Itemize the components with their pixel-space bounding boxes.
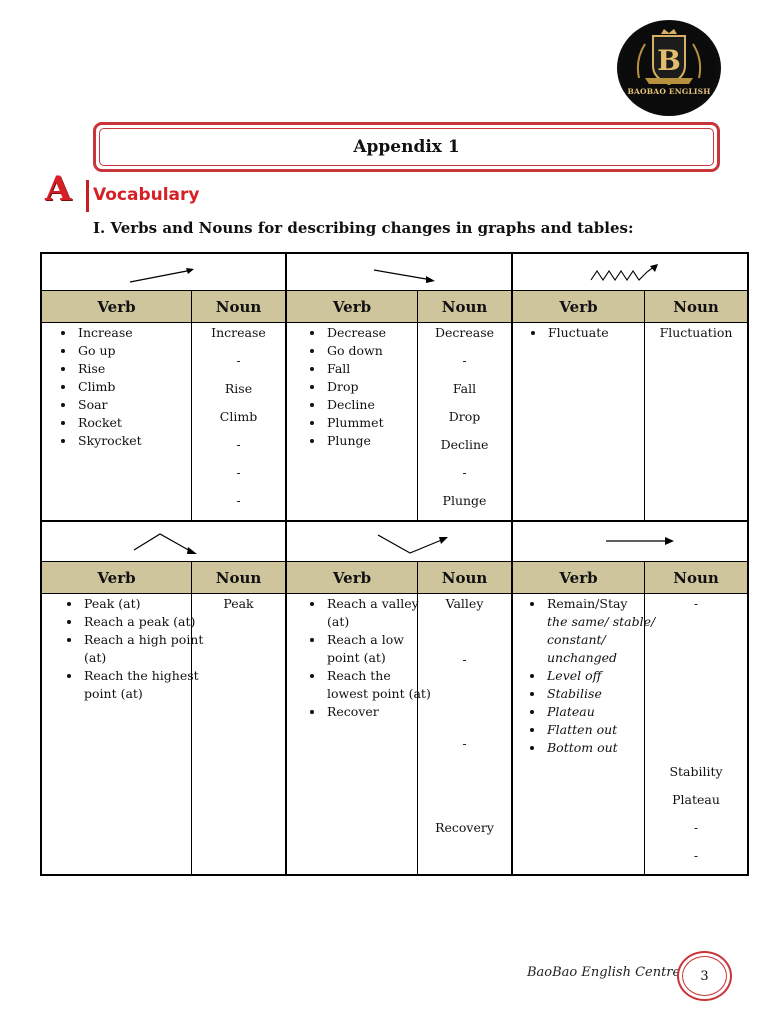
header-noun-5: Noun bbox=[441, 568, 488, 587]
verb-list-stable bbox=[523, 595, 663, 757]
list-item: • Skyrocket bbox=[76, 432, 196, 450]
noun-item: - bbox=[236, 437, 241, 452]
header-verb-6: Verb bbox=[559, 568, 598, 587]
list-item: • Flatten out bbox=[545, 721, 663, 739]
svg-text:B: B bbox=[657, 44, 681, 77]
header-noun-2: Noun bbox=[441, 297, 488, 316]
noun-item: Peak bbox=[223, 596, 254, 611]
header-verb-3: Verb bbox=[559, 297, 598, 316]
list-item: • Fall bbox=[325, 360, 435, 378]
logo-brand-text: BAOBAO ENGLISH bbox=[627, 87, 711, 96]
list-item: • Rise bbox=[76, 360, 196, 378]
noun-item: Stability bbox=[669, 764, 723, 779]
noun-item: Fluctuation bbox=[659, 325, 733, 340]
section-letter: A bbox=[45, 169, 72, 209]
noun-item: Plateau bbox=[672, 792, 720, 807]
flat-arrow-icon bbox=[602, 533, 682, 553]
list-item: • Climb bbox=[76, 378, 196, 396]
header-verb-1: Verb bbox=[97, 297, 136, 316]
list-item: • Peak (at) bbox=[82, 595, 207, 613]
list-item: • Decrease bbox=[325, 324, 435, 342]
noun-item: Climb bbox=[219, 409, 258, 424]
noun-list-stable bbox=[645, 596, 747, 876]
falling-arrow-icon bbox=[368, 262, 458, 290]
verb-list-fluctuate bbox=[526, 324, 656, 342]
list-item: • Reach a low point (at) bbox=[325, 631, 435, 667]
title-box bbox=[93, 122, 720, 172]
list-item: • Reach the lowest point (at) bbox=[325, 667, 435, 703]
verb-remain-complement: the same/ stable/ constant/ unchanged bbox=[547, 614, 656, 665]
noun-item: - bbox=[236, 465, 241, 480]
noun-item: Plunge bbox=[442, 493, 487, 508]
list-item: • Reach a high point (at) bbox=[82, 631, 207, 667]
noun-item: - bbox=[693, 820, 699, 835]
list-item: • Decline bbox=[325, 396, 435, 414]
noun-list-valley bbox=[418, 596, 511, 835]
page-title: Appendix 1 bbox=[99, 128, 714, 166]
footer-centre-name: BaoBao English Centre bbox=[527, 965, 681, 980]
noun-item: Increase bbox=[211, 325, 266, 340]
noun-item: - bbox=[236, 493, 241, 508]
verb-remain: Remain/Stay bbox=[547, 596, 628, 611]
list-item: • Reach the highest point (at) bbox=[82, 667, 207, 703]
rising-arrow-icon bbox=[122, 260, 212, 288]
noun-item: Drop bbox=[448, 409, 481, 424]
verb-list-increase bbox=[54, 324, 196, 450]
list-item: • Bottom out bbox=[545, 739, 663, 757]
header-noun-1: Noun bbox=[215, 297, 262, 316]
section-subheading: I. Verbs and Nouns for describing changes in graphs and tables: bbox=[93, 219, 634, 237]
list-item: • Drop bbox=[325, 378, 435, 396]
list-item: • Fluctuate bbox=[546, 324, 656, 342]
page-number: 3 bbox=[682, 956, 727, 996]
peak-arrow-icon bbox=[130, 528, 210, 558]
page-number-badge bbox=[677, 951, 732, 1001]
list-item: • Soar bbox=[76, 396, 196, 414]
header-verb-2: Verb bbox=[332, 297, 372, 316]
vocabulary-table bbox=[40, 252, 749, 876]
noun-list-decrease bbox=[418, 325, 511, 521]
noun-item: Valley bbox=[445, 596, 484, 611]
verb-list-peak bbox=[60, 595, 207, 703]
noun-item: - bbox=[462, 652, 467, 667]
noun-item: Decrease bbox=[434, 325, 495, 340]
logo-emblem-icon bbox=[617, 20, 721, 116]
list-item: • Level off bbox=[545, 667, 663, 685]
baobao-logo bbox=[617, 20, 721, 116]
noun-item: - bbox=[236, 353, 241, 368]
noun-list-fluctuate bbox=[645, 325, 747, 340]
list-item: • Reach a peak (at) bbox=[82, 613, 207, 631]
list-item: • Plunge bbox=[325, 432, 435, 450]
noun-item: Fall bbox=[452, 381, 477, 396]
verb-list-decrease bbox=[303, 324, 435, 450]
valley-arrow-icon bbox=[374, 529, 464, 559]
list-item: • Go down bbox=[325, 342, 435, 360]
noun-item: - bbox=[462, 465, 467, 480]
list-item: • Rocket bbox=[76, 414, 196, 432]
noun-list-peak bbox=[192, 596, 285, 611]
list-item: • Go up bbox=[76, 342, 196, 360]
header-noun-4: Noun bbox=[215, 568, 262, 587]
noun-item: - bbox=[462, 353, 467, 368]
list-item: • Increase bbox=[76, 324, 196, 342]
header-verb-4: Verb bbox=[97, 568, 136, 587]
noun-item: - bbox=[693, 848, 699, 863]
noun-item: Recovery bbox=[435, 820, 494, 835]
noun-item: - bbox=[462, 736, 467, 751]
header-noun-3: Noun bbox=[673, 297, 719, 316]
section-heading: Vocabulary bbox=[93, 185, 200, 205]
noun-item: Rise bbox=[224, 381, 253, 396]
list-item: • Reach a valley (at) bbox=[325, 595, 435, 631]
zigzag-arrow-icon bbox=[587, 262, 667, 288]
section-divider-bar bbox=[86, 180, 89, 212]
header-verb-5: Verb bbox=[332, 568, 372, 587]
verb-list-valley bbox=[303, 595, 435, 721]
list-item: • Plateau bbox=[545, 703, 663, 721]
list-item: • Recover bbox=[325, 703, 435, 721]
noun-item: - bbox=[693, 596, 699, 611]
noun-list-increase bbox=[192, 325, 285, 521]
noun-item: Decline bbox=[440, 437, 489, 452]
list-item: • Plummet bbox=[325, 414, 435, 432]
header-noun-6: Noun bbox=[673, 568, 719, 587]
list-item: • Stabilise bbox=[545, 685, 663, 703]
